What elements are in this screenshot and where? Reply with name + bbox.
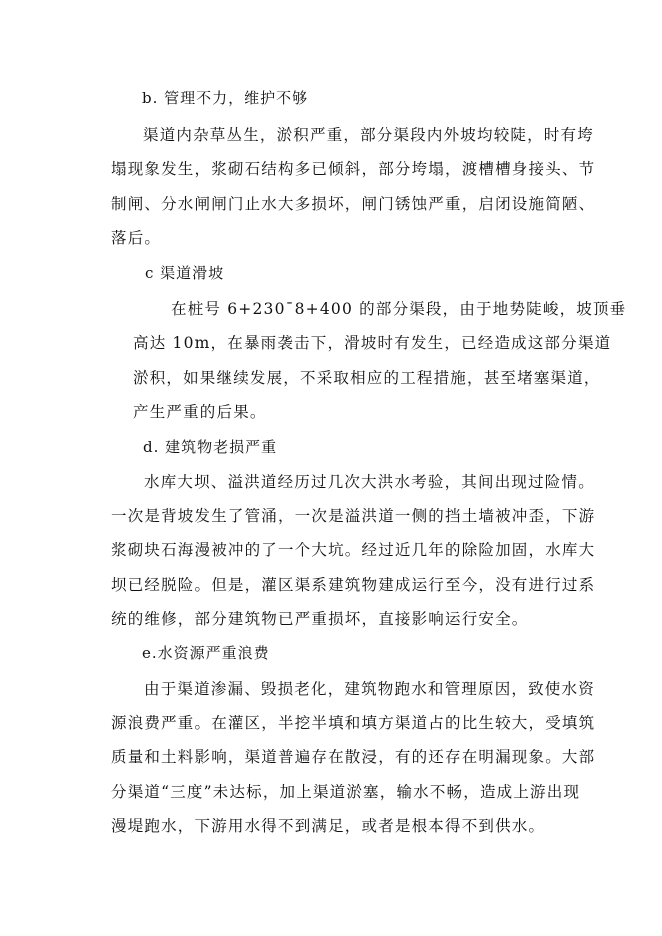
- paragraph-line: 质量和土料影响，渠道普遍存在散浸，有的还存在明漏现象。大部: [111, 748, 596, 766]
- paragraph-line: 高达 10m，在暴雨袭击下，滑坡时有发生，已经造成这部分渠道: [133, 334, 612, 352]
- section-heading-e: e.水资源严重浪费: [142, 644, 270, 662]
- paragraph-line: 坝已经脱险。但是，灌区渠系建筑物建成运行至今，没有进行过系: [111, 576, 596, 594]
- paragraph-line: 源浪费严重。在灌区，半挖半填和填方渠道占的比生较大，受填筑: [111, 714, 596, 732]
- section-heading-b: b. 管理不力，维护不够: [142, 89, 309, 107]
- paragraph-line: 塌现象发生，浆砌石结构多已倾斜，部分垮塌，渡槽槽身接头、节: [111, 160, 596, 178]
- paragraph-line: 制闸、分水闸闸门止水大多损坏，闸门锈蚀严重，启闭设施简陋、: [111, 195, 596, 213]
- paragraph-line: 统的维修，部分建筑物已严重损坏，直接影响运行安全。: [111, 610, 529, 628]
- paragraph-line: 分渠道“三度”未达标，加上渠道淤塞，输水不畅，造成上游出现: [111, 783, 581, 801]
- paragraph-line: 由于渠道渗漏、毁损老化，建筑物跑水和管理原因，致使水资: [144, 680, 595, 698]
- paragraph-line: 漫堤跑水，下游用水得不到满足，或者是根本得不到供水。: [111, 817, 546, 835]
- paragraph-line: 浆砌块石海漫被冲的了一个大坑。经过近几年的除险加固，水库大: [111, 541, 596, 559]
- paragraph-line: 水库大坝、溢洪道经历过几次大洪水考验，其间出现过险情。: [144, 473, 595, 491]
- paragraph-line: 渠道内杂草丛生，淤积严重，部分渠段内外坡均较陡，时有垮: [143, 126, 594, 144]
- paragraph-line: 淤积，如果继续发展，不采取相应的工程措施，甚至堵塞渠道，: [133, 369, 601, 387]
- paragraph-line: 在桩号 6+230¯8+400 的部分渠段，由于地势陡峻，坡顶垂: [171, 300, 627, 318]
- section-heading-d: d. 建筑物老损严重: [143, 438, 278, 456]
- paragraph-line: 产生严重的后果。: [133, 403, 267, 421]
- paragraph-line: 落后。: [111, 229, 162, 247]
- section-heading-c: c 渠道滑坡: [145, 264, 225, 282]
- paragraph-line: 一次是背坡发生了管涌，一次是溢洪道一侧的挡土墙被冲歪，下游: [111, 507, 596, 525]
